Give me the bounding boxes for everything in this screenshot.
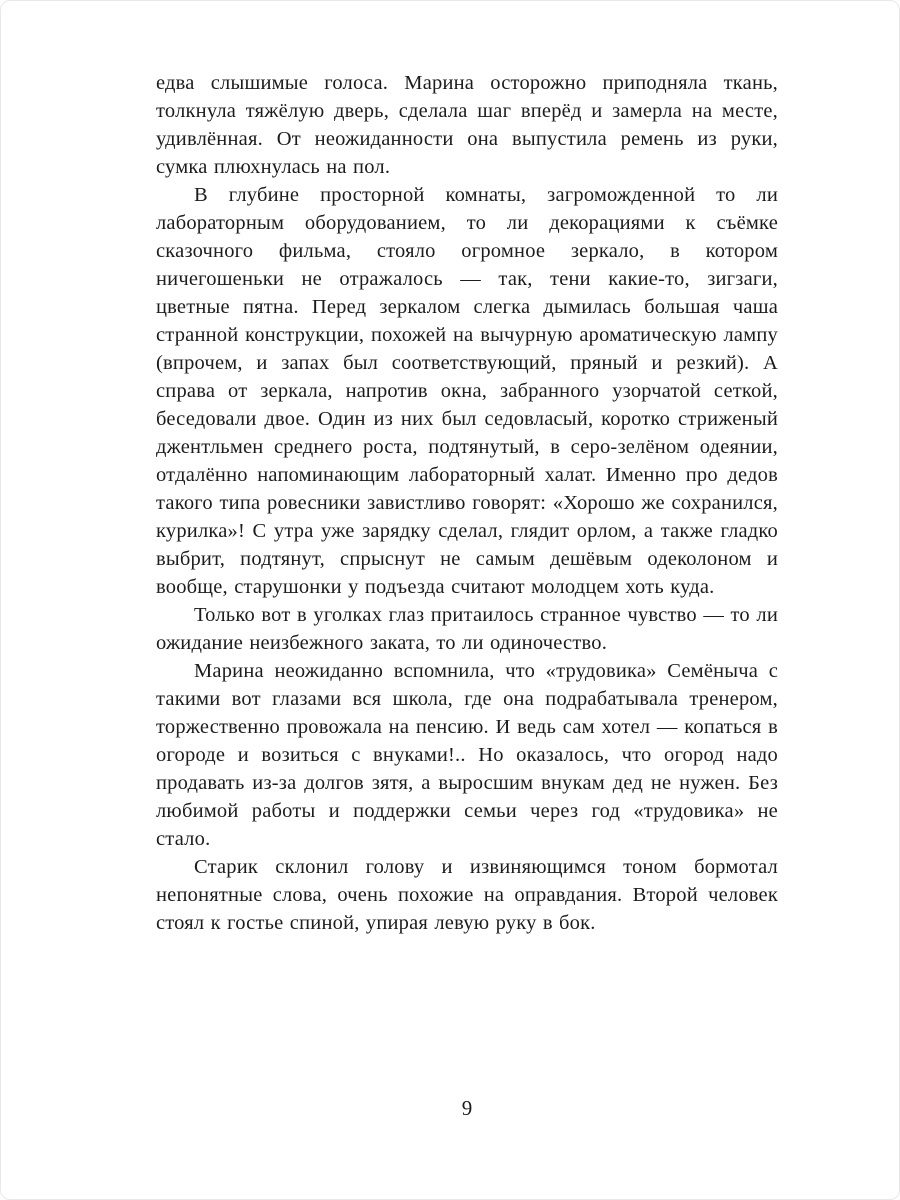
paragraph: В глубине просторной комнаты, загроможденной то ли лабораторным оборудованием, то ли декорациями к съёмке сказочного фильма, стояло огромное зеркало, в котором ничегошеньки не отражалось — так, тени какие-то, зигзаги, цветные пятна. Перед зеркалом слегка дымилась большая чаша странной конструкции, похожей на вычурную ароматическую лампу (впрочем, и запах был соответствующий, пряный и резкий). А справа от зеркала, напротив окна, забранного узорчатой сеткой, беседовали двое. Один из них был седовласый, коротко стриженый джентльмен среднего роста, подтянутый, в серо-зелёном одеянии, отдалённо напоминающим лабораторный халат. Именно про дедов такого типа ровесники завистливо говорят: «Хорошо же сохранился, курилка»! С утра уже зарядку сделал, глядит орлом, а также гладко выбрит, подтянут, спрыснут не самым дешёвым одеколоном и вообще, старушонки у подъезда считают молодцем хоть куда.	[156, 184, 778, 598]
paragraph: Только вот в уголках глаз притаилось странное чувство — то ли ожидание неизбежного заката, то ли одиночество.	[156, 604, 778, 654]
paragraph: Марина неожиданно вспомнила, что «трудовика» Семёныча с такими вот глазами вся школа, где она подрабатывала тренером, торжественно провожала на пенсию. И ведь сам хотел — копаться в огороде и возиться с внуками!.. Но оказалось, что огород надо продавать из-за долгов зятя, а выросшим внукам дед не нужен. Без любимой работы и поддержки семьи через год «трудовика» не стало.	[156, 660, 778, 850]
paragraph: Старик склонил голову и извиняющимся тоном бормотал непонятные слова, очень похожие на оправдания. Второй человек стоял к гостье спиной, упирая левую руку в бок.	[156, 856, 778, 934]
page-number: 9	[461, 1096, 473, 1120]
paragraph: едва слышимые голоса. Марина осторожно приподняла ткань, толкнула тяжёлую дверь, сделала шаг вперёд и замерла на месте, удивлённая. От неожиданности она выпустила ремень из руки, сумка плюхнулась на пол.	[156, 72, 778, 178]
page-text	[156, 69, 778, 937]
